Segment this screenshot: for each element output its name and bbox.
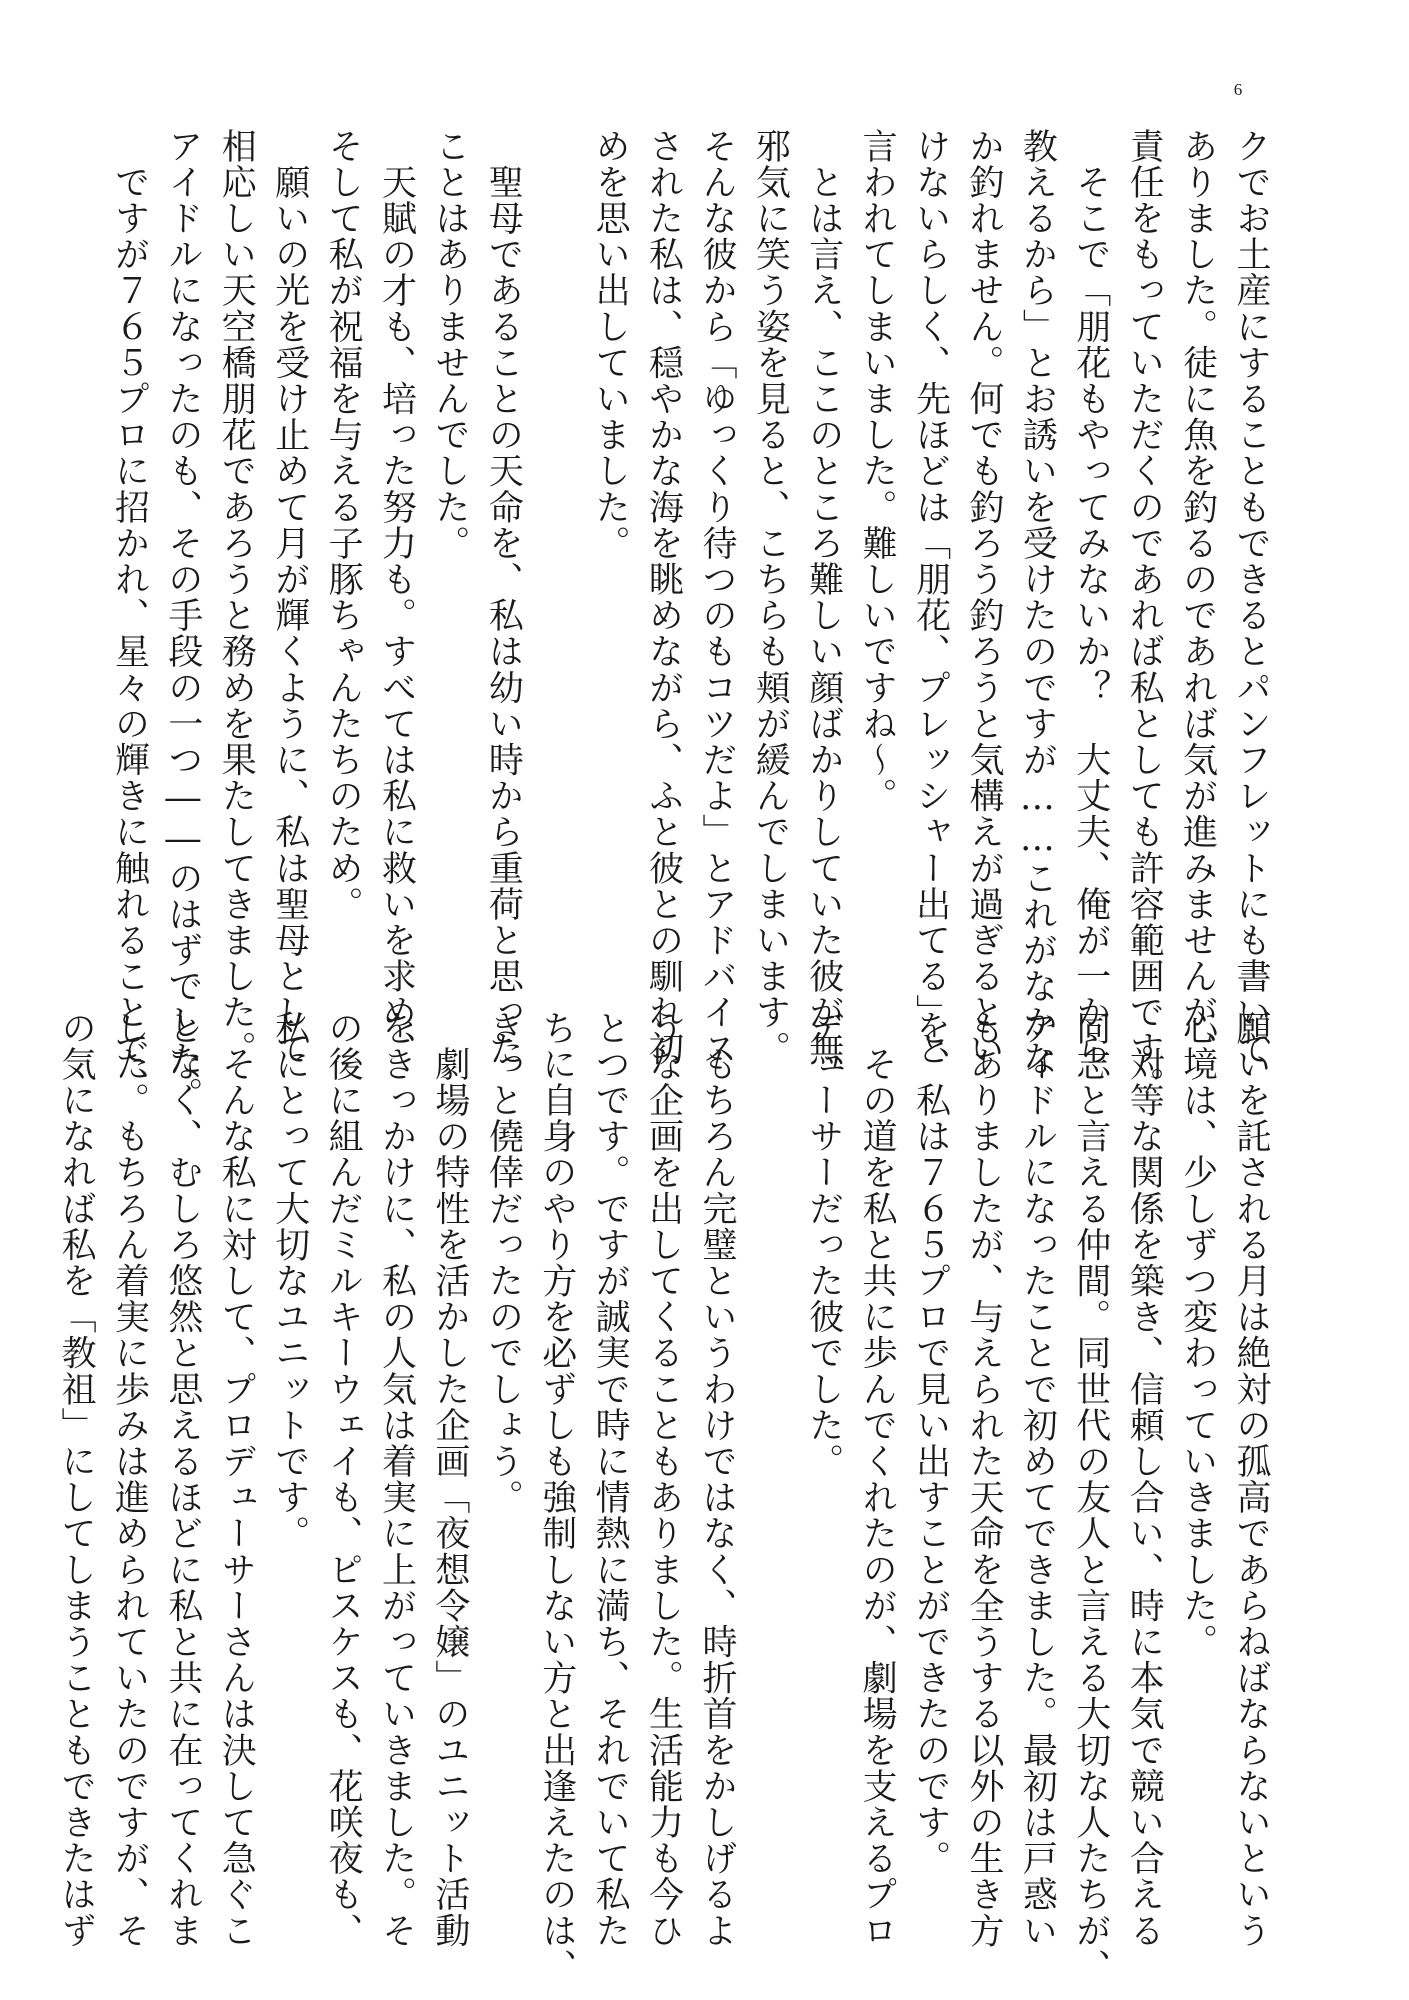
text-line: の後に組んだミルキーウェイも、ピスケスも、花咲夜も、 [323,1010,364,1949]
text-line: クでお土産にすることもできるとパンフレットにも書いて [1231,128,1271,1067]
text-line: もちろん完璧というわけではなく、時折首をかしげるよ [696,1010,737,1949]
text-line: した。もちろん着実に歩みは進められていたのですが、そ [109,1010,150,1949]
text-line: となく、むしろ悠然と思えるほどに私と共に在ってくれま [162,1010,203,1949]
text-line: 天賦の才も、培った努力も。すべては私に救いを求め、 [376,128,417,1067]
text-line: デューサーだった彼でした。 [803,1010,844,1480]
paragraph-break [743,1010,796,1885]
text-line: うな企画を出してくることもありました。生活能力も今ひ [643,1010,684,1949]
text-line: された私は、穏やかな海を眺めながら、ふと彼との馴れ初 [643,128,684,1067]
text-line: 聖母であることの天命を、私は幼い時から重荷と思った [483,128,524,1067]
page-number: 6 [1233,80,1243,99]
text-line: ですが７６５プロに招かれ、星々の輝きに触れることで、 [109,128,150,1103]
text-line: そんな彼から「ゆっくり待つのもコツだよ」とアドバイス [696,128,737,1067]
text-line: 願いの光を受け止めて月が輝くように、私は聖母として [269,128,310,1067]
text-line: 邪気に笑う姿を見ると、こちらも頬が緩んでしまいます。 [750,128,791,1067]
text-line: その道を私と共に歩んでくれたのが、劇場を支えるプロ [857,1010,898,1949]
text-line: 同志と言える仲間。同世代の友人と言える大切な人たちが、 [1070,1010,1111,1985]
text-line: 劇場の特性を活かした企画「夜想令嬢」のユニット活動 [429,1010,470,1949]
text-line: を、私は７６５プロで見い出すことができたのです。 [910,1010,951,1877]
text-line: の気になれば私を「教祖」にしてしまうこともできたはず [56,1010,97,1949]
text-line: 心境は、少しずつ変わっていきました。 [1177,1010,1218,1660]
text-line: ありました。徒に魚を釣るのであれば気が進みませんが、 [1177,128,1218,1067]
text-line: ことはありませんでした。 [429,128,470,562]
text-line: 対等な関係を築き、信頼し合い、時に本気で競い合える [1124,1010,1165,1949]
text-line: とつです。ですが誠実で時に情熱に満ち、それでいて私た [590,1010,631,1949]
text-line: 私にとって大切なユニットです。 [269,1010,310,1552]
text-line: もありましたが、与えられた天命を全うする以外の生き方 [963,1010,1004,1949]
text-line: アイドルになったことで初めてできました。最初は戸惑い [1017,1010,1058,1949]
text-line: 責任をもっていただくのであれば私としても許容範囲です。 [1124,128,1165,1103]
text-column-bottom [56,1010,1277,1985]
text-line: アイドルになったのも、その手段の一つ――のはずでした。 [162,128,203,1113]
text-line: ちに自身のやり方を必ずしも強制しない方と出逢えたのは、 [536,1010,577,1985]
text-line: きっと僥倖だったのでしょう。 [483,1010,524,1516]
paragraph-break [529,128,582,998]
text-line: そんな私に対して、プロデューサーさんは決して急ぐこ [216,1010,257,1949]
text-line: 教えるから」とお誘いを受けたのですが……これがなかな [1017,128,1058,1077]
text-line: めを思い出していました。 [590,128,631,562]
text-line: けないらしく、先ほどは「朋花、プレッシャー出てる」と [910,128,951,1067]
text-line: か釣れません。何でも釣ろう釣ろうと気構えが過ぎるとい [963,128,1004,1067]
text-column-top [109,128,1277,1113]
text-line: そこで「朋花もやってみないか？ 大丈夫、俺が一から [1070,128,1111,1067]
text-line: 相応しい天空橋朋花であろうと務めを果たしてきました。 [216,128,257,1067]
text-line: をきっかけに、私の人気は着実に上がっていきました。そ [376,1010,417,1949]
text-line: 言われてしまいました。難しいですね～。 [857,128,898,814]
text-line: とは言え、ここのところ難しい顔ばかりしていた彼が無 [803,128,844,1067]
text-line: 願いを託される月は絶対の孤高であらねばならないという [1231,1010,1271,1949]
text-line: そして私が祝福を与える子豚ちゃんたちのため。 [323,128,364,923]
